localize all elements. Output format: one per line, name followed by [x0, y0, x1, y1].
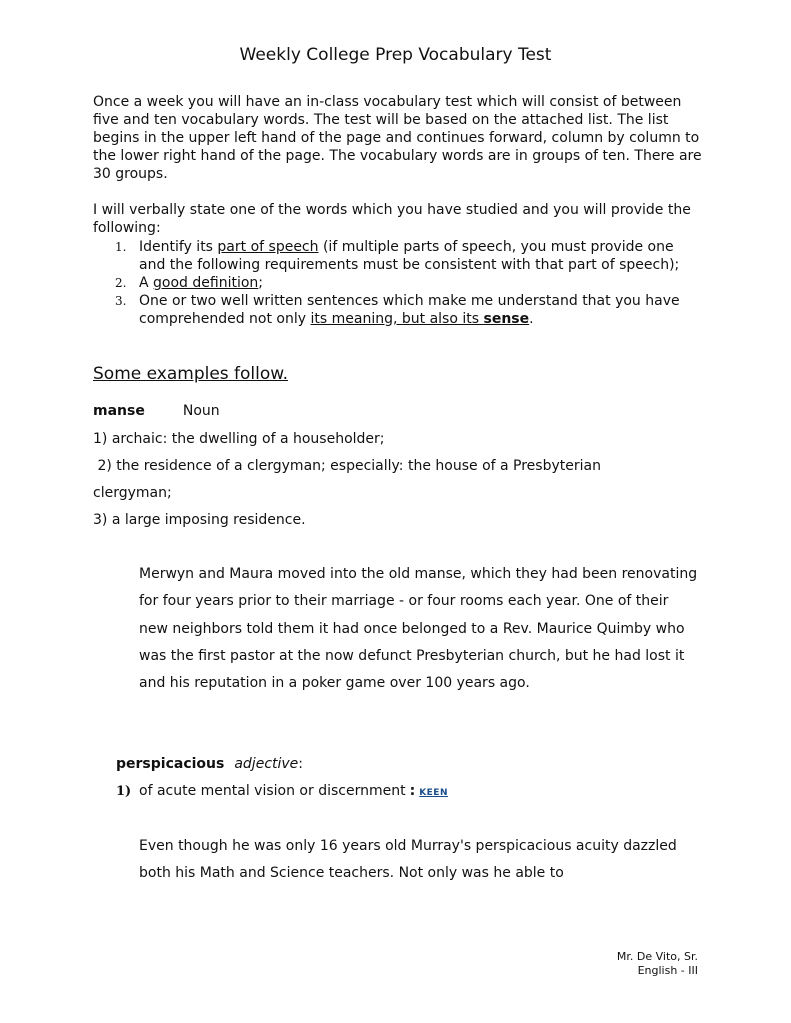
vocab-word: manse	[93, 403, 145, 419]
page-title: Weekly College Prep Vocabulary Test	[239, 45, 552, 65]
definition-line: clergyman;	[93, 485, 172, 501]
list-number: 3.	[115, 294, 127, 308]
list-number: 2.	[115, 276, 127, 290]
definitions-block	[93, 426, 703, 534]
definition-line	[116, 781, 448, 803]
requirement-text: .	[529, 311, 534, 327]
bold-underlined-text: sense	[483, 311, 530, 327]
underlined-text: part of speech	[217, 239, 319, 255]
requirement-text: A	[139, 275, 154, 291]
requirements-list	[93, 238, 703, 328]
underlined-text: good definition	[153, 275, 259, 291]
instructions-paragraph: I will verbally state one of the words which you have studied and you will provide the following:	[93, 202, 691, 236]
example-sentence: Merwyn and Maura moved into the old manse, which they had been renovating for four years prior to their marriage - or four rooms each year. One of their new neighbors told them it had once belonged to a Rev. Maurice Quimby who was the first pastor at the now defunct Presbyterian church, but he had lost it and his reputation in a poker game over 100 years ago.	[139, 566, 698, 692]
requirement-item	[93, 238, 703, 274]
footer-author	[617, 950, 698, 978]
entry-header	[116, 754, 303, 774]
vocab-word: perspicacious	[116, 756, 225, 772]
definition-number: 1)	[116, 784, 132, 799]
underlined-text	[311, 311, 530, 327]
requirement-text: (if multiple parts of speech, you must provide one and the following requirements must be consistent with that part of speech);	[139, 239, 680, 273]
pos-suffix: :	[298, 756, 304, 772]
footer-line: English - III	[637, 964, 698, 977]
definition-line: 2) the residence of a clergyman; especially: the house of a Presbyterian	[93, 458, 601, 474]
examples-heading: Some examples follow.	[93, 364, 289, 384]
requirement-text: Identify its	[139, 239, 218, 255]
intro-paragraph: Once a week you will have an in-class vocabulary test which will consist of between five and ten vocabulary words. The test will be based on the attached list. The list begins in the upper left hand of the page and continues forward, column by column to the lower right hand of the page. The vocabulary words are in groups of ten. There are 30 groups.	[93, 94, 702, 182]
requirement-item	[93, 292, 703, 328]
entry-header	[93, 401, 220, 421]
requirement-item	[93, 274, 703, 292]
underlined-text-part: its meaning, but also its	[310, 311, 484, 327]
definition-line: 3) a large imposing residence.	[93, 512, 306, 528]
footer-line: Mr. De Vito, Sr.	[616, 950, 698, 963]
part-of-speech: adjective	[234, 756, 299, 772]
requirement-text: ;	[258, 275, 264, 291]
definition-colon: :	[409, 783, 416, 799]
synonym-link[interactable]: KEEN	[419, 788, 448, 798]
requirement-text: One or two well written sentences which make me understand that you have comprehended not only	[139, 293, 680, 327]
definition-text: of acute mental vision or discernment	[139, 783, 406, 799]
list-number: 1.	[115, 240, 127, 254]
example-sentence: Even though he was only 16 years old Murray's perspicacious acuity dazzled both his Math and Science teachers. Not only was he able to	[139, 838, 677, 882]
definition-line: 1) archaic: the dwelling of a householder;	[93, 431, 385, 447]
part-of-speech: Noun	[182, 403, 220, 419]
